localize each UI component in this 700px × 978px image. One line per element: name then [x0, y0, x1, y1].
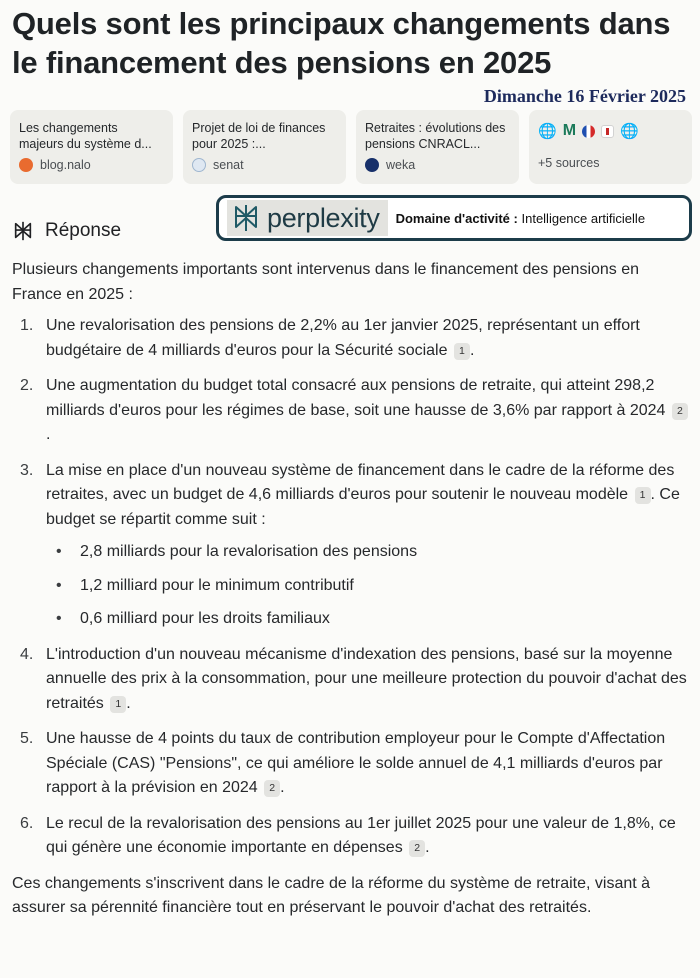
globe-icon: 🌐	[620, 123, 639, 140]
item-text: Une hausse de 4 points du taux de contribution employeur pour le Compte d'Affectation Spéciale (CAS) "Pensions", ce qui améliore le solde annuel de 4,1 milliards d'euros par rapport à la prévision en 2024	[46, 730, 666, 796]
item-after: .	[126, 694, 131, 712]
domain-value: Intelligence artificielle	[521, 210, 646, 226]
answer-label: Réponse	[45, 220, 122, 241]
sub-list-item: • 2,8 milliards pour la revalorisation des pensions	[46, 540, 688, 565]
source-site: blog.nalo	[40, 158, 91, 172]
source-card-3[interactable]	[356, 110, 519, 184]
item-text: Une augmentation du budget total consacré aux pensions de retraite, qui atteint 298,2 milliards d'euros pour les régimes de base, soit une hausse de 3,6% par rapport à 2024	[46, 377, 666, 419]
nalo-icon	[19, 158, 33, 172]
answer-heading	[12, 220, 121, 242]
source-card-1[interactable]	[10, 110, 173, 184]
citation-badge[interactable]: 1	[635, 487, 651, 504]
item-after: .	[46, 426, 51, 443]
france-icon	[582, 125, 595, 138]
item-text: Le recul de la revalorisation des pensions au 1er juillet 2025 pour une valeur de 1,8%, ce qui génère une économie importante en dépenses	[46, 814, 676, 856]
globe-icon: 🌐	[538, 123, 557, 140]
source-card-2[interactable]	[183, 110, 346, 184]
source-title: Retraites : évolutions des pensions CNRACL...	[365, 121, 506, 151]
senat-icon	[192, 158, 206, 172]
item-number: 4.	[20, 645, 34, 663]
item-after: .	[280, 779, 285, 796]
item-text: L'introduction d'un nouveau mécanisme d'indexation des pensions, basé sur la moyenne annuelle des prix à la consommation, pour une meilleure protection du pouvoir d'achat des retraités	[46, 645, 687, 712]
domain-label: Domaine d'activité :	[395, 210, 518, 226]
list-item	[12, 727, 688, 801]
date-label: Dimanche 16 Février 2025	[483, 86, 686, 106]
perplexity-logo	[227, 200, 388, 236]
item-number: 1.	[20, 317, 34, 334]
citation-badge[interactable]: 2	[672, 403, 688, 420]
citation-badge[interactable]: 1	[454, 343, 470, 360]
perplexity-logo-icon	[231, 203, 261, 233]
list-item	[12, 812, 688, 861]
sources-row	[10, 110, 692, 184]
more-sources-label: +5 sources	[538, 156, 600, 170]
sub-list-item: • 1,2 milliard pour le minimum contributif	[46, 574, 688, 599]
outro-paragraph: Ces changements s'inscrivent dans le cadre de la réforme du système de retraite, visant à assurer sa pérennité financière tout en préservant le pouvoir d'achat des retraités.	[12, 874, 651, 916]
intro-paragraph: Plusieurs changements importants sont intervenus dans le financement des pensions en France en 2025 :	[12, 261, 640, 303]
m-icon: M	[562, 122, 577, 139]
sub-list-item: • 0,6 milliard pour les droits familiaux	[46, 607, 688, 632]
domain-text	[396, 211, 646, 226]
item-after: . Ce budget se répartit comme suit :	[46, 486, 680, 528]
item-text: La mise en place d'un nouveau système de financement dans le cadre de la réforme des retraites, avec un budget de 4,6 milliards d'euros pour soutenir le nouveau modèle	[46, 461, 675, 503]
list-item	[12, 643, 688, 717]
source-title: Les changements majeurs du système d...	[19, 121, 152, 151]
citation-badge[interactable]: 2	[409, 840, 425, 857]
citation-badge[interactable]: 1	[110, 696, 126, 713]
list-item	[12, 314, 688, 363]
page-title: Quels sont les principaux changements dans le financement des pensions en 2025	[12, 6, 671, 80]
list-item	[12, 374, 688, 448]
citation-badge[interactable]: 2	[264, 780, 280, 797]
source-site: weka	[386, 158, 416, 172]
item-number: 2.	[20, 377, 34, 394]
list-item	[12, 459, 688, 632]
item-text: Une revalorisation des pensions de 2,2% au 1er janvier 2025, représentant un effort budgétaire de 4 milliards d'euros pour la Sécurité sociale	[46, 317, 640, 359]
item-after: .	[425, 839, 430, 856]
red-square-icon	[601, 125, 614, 138]
changes-list	[12, 314, 688, 861]
item-number: 6.	[20, 814, 34, 832]
budget-breakdown-list	[46, 540, 688, 632]
source-title: Projet de loi de finances pour 2025 :...	[192, 121, 326, 151]
more-sources-card[interactable]	[529, 110, 692, 184]
perplexity-icon	[12, 220, 34, 242]
perplexity-badge	[216, 195, 692, 241]
perplexity-wordmark: perplexity	[267, 202, 380, 233]
item-number: 3.	[20, 461, 34, 479]
item-after: .	[469, 341, 475, 359]
item-number: 5.	[20, 730, 34, 747]
source-site: senat	[213, 158, 244, 172]
weka-icon	[365, 158, 379, 172]
answer-content	[12, 258, 688, 921]
